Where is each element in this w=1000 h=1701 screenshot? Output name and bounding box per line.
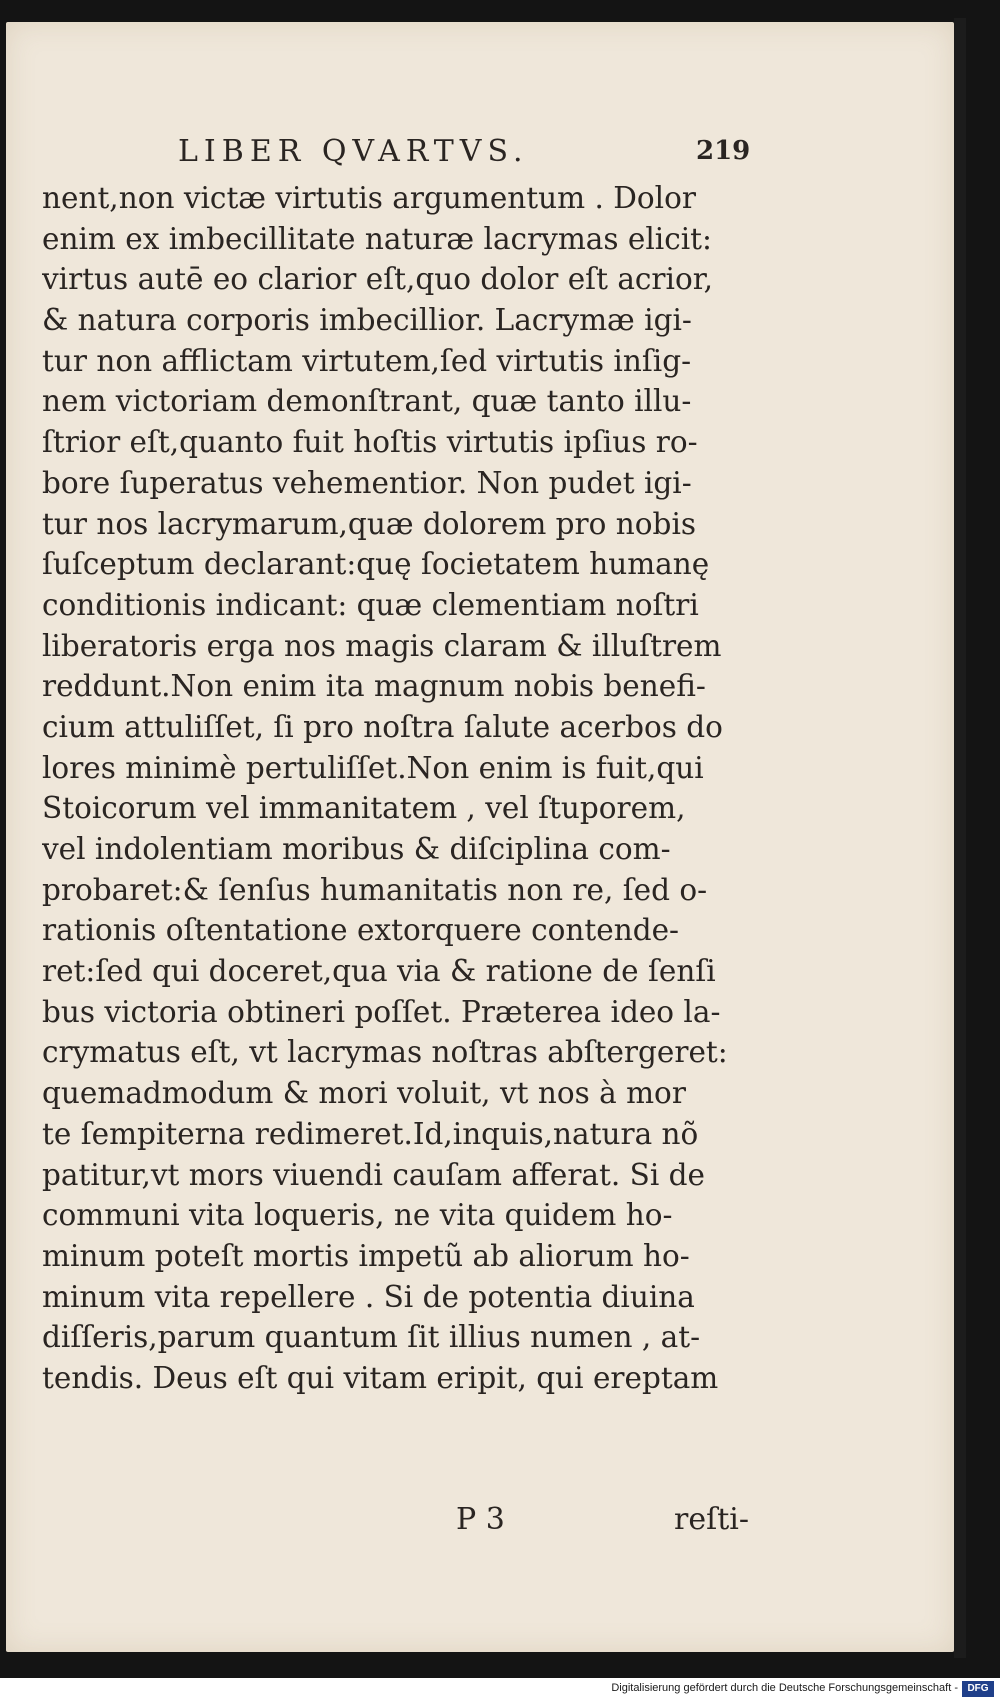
text-line: cium attuliſſet, ſi pro noſtra ſalute acerbos do: [42, 709, 723, 744]
text-line: Stoicorum vel immanitatem , vel ſtuporem,: [42, 791, 686, 826]
text-line: bus victoria obtineri poſſet. Præterea ideo la-: [42, 994, 721, 1029]
text-line: communi vita loqueris, ne vita quidem ho-: [42, 1198, 673, 1233]
book-page: [6, 22, 954, 1652]
text-line: tur nos lacrymarum,quæ dolorem pro nobis: [42, 506, 697, 541]
text-line: minum vita repellere . Si de potentia diuina: [42, 1279, 695, 1314]
text-line: te ſempiterna redimeret.Id,inquis,natura nõ: [42, 1116, 699, 1151]
text-line: minum poteſt mortis impetũ ab aliorum ho-: [42, 1238, 690, 1273]
text-line: liberatoris erga nos magis claram & illuſtrem: [42, 628, 722, 663]
text-line: diſſeris,parum quantum ſit illius numen , at-: [42, 1320, 701, 1355]
dfg-logo: DFG: [962, 1681, 994, 1697]
text-line: patitur,vt mors viuendi cauſam afferat. Si de: [42, 1157, 705, 1192]
text-line: probaret:& ſenſus humanitatis non re, ſed o-: [42, 872, 708, 907]
text-line: nem victoriam demonſtrant, quæ tanto illu-: [42, 384, 692, 419]
text-line: ſtrior eſt,quanto fuit hoſtis virtutis ipſius ro-: [42, 425, 698, 460]
funding-credit: Digitalisierung gefördert durch die Deutsche Forschungsgemeinschaft -: [611, 1682, 958, 1694]
signature-line: [6, 1502, 954, 1544]
text-line: quemadmodum & mori voluit, vt nos à mor: [42, 1076, 686, 1111]
text-line: & natura corporis imbecillior. Lacrymæ igi-: [42, 303, 692, 338]
text-line: nent,non victæ virtutis argumentum . Dolor: [42, 181, 696, 215]
text-line: bore ſuperatus vehementior. Non pudet igi-: [42, 465, 692, 500]
text-line: vel indolentiam moribus & diſciplina com-: [42, 832, 671, 866]
text-line: reddunt.Non enim ita magnum nobis benefi-: [42, 669, 706, 704]
body-text: [42, 178, 760, 1399]
page-number: 219: [696, 136, 751, 166]
text-line: lores minimè pertuliſſet.Non enim is fuit,qui: [42, 750, 704, 785]
footer-bar: [0, 1678, 1000, 1701]
running-head: [6, 134, 954, 174]
text-line: tendis. Deus eſt qui vitam eripit, qui ereptam: [42, 1360, 719, 1395]
text-line: ret:ſed qui doceret,qua via & ratione de ſenſi: [42, 954, 716, 989]
book-edge: [954, 18, 966, 1658]
text-line: enim ex imbecillitate naturæ lacrymas elicit:: [42, 221, 712, 256]
text-line: rationis oſtentatione extorquere contende-: [42, 913, 680, 948]
text-line: crymatus eſt, vt lacrymas noſtras abſtergeret:: [42, 1035, 728, 1070]
text-line: conditionis indicant: quæ clementiam noſtri: [42, 587, 699, 622]
signature-mark: P 3: [456, 1502, 505, 1537]
running-title: LIBER QVARTVS.: [178, 134, 529, 169]
text-line: virtus autē eo clarior eſt,quo dolor eſt acrior,: [42, 262, 713, 297]
text-line: tur non afflictam virtutem,ſed virtutis inſig-: [42, 343, 692, 378]
text-line: ſuſceptum declarant:quę ſocietatem humanę: [42, 547, 710, 582]
catchword: reſti-: [674, 1502, 749, 1537]
